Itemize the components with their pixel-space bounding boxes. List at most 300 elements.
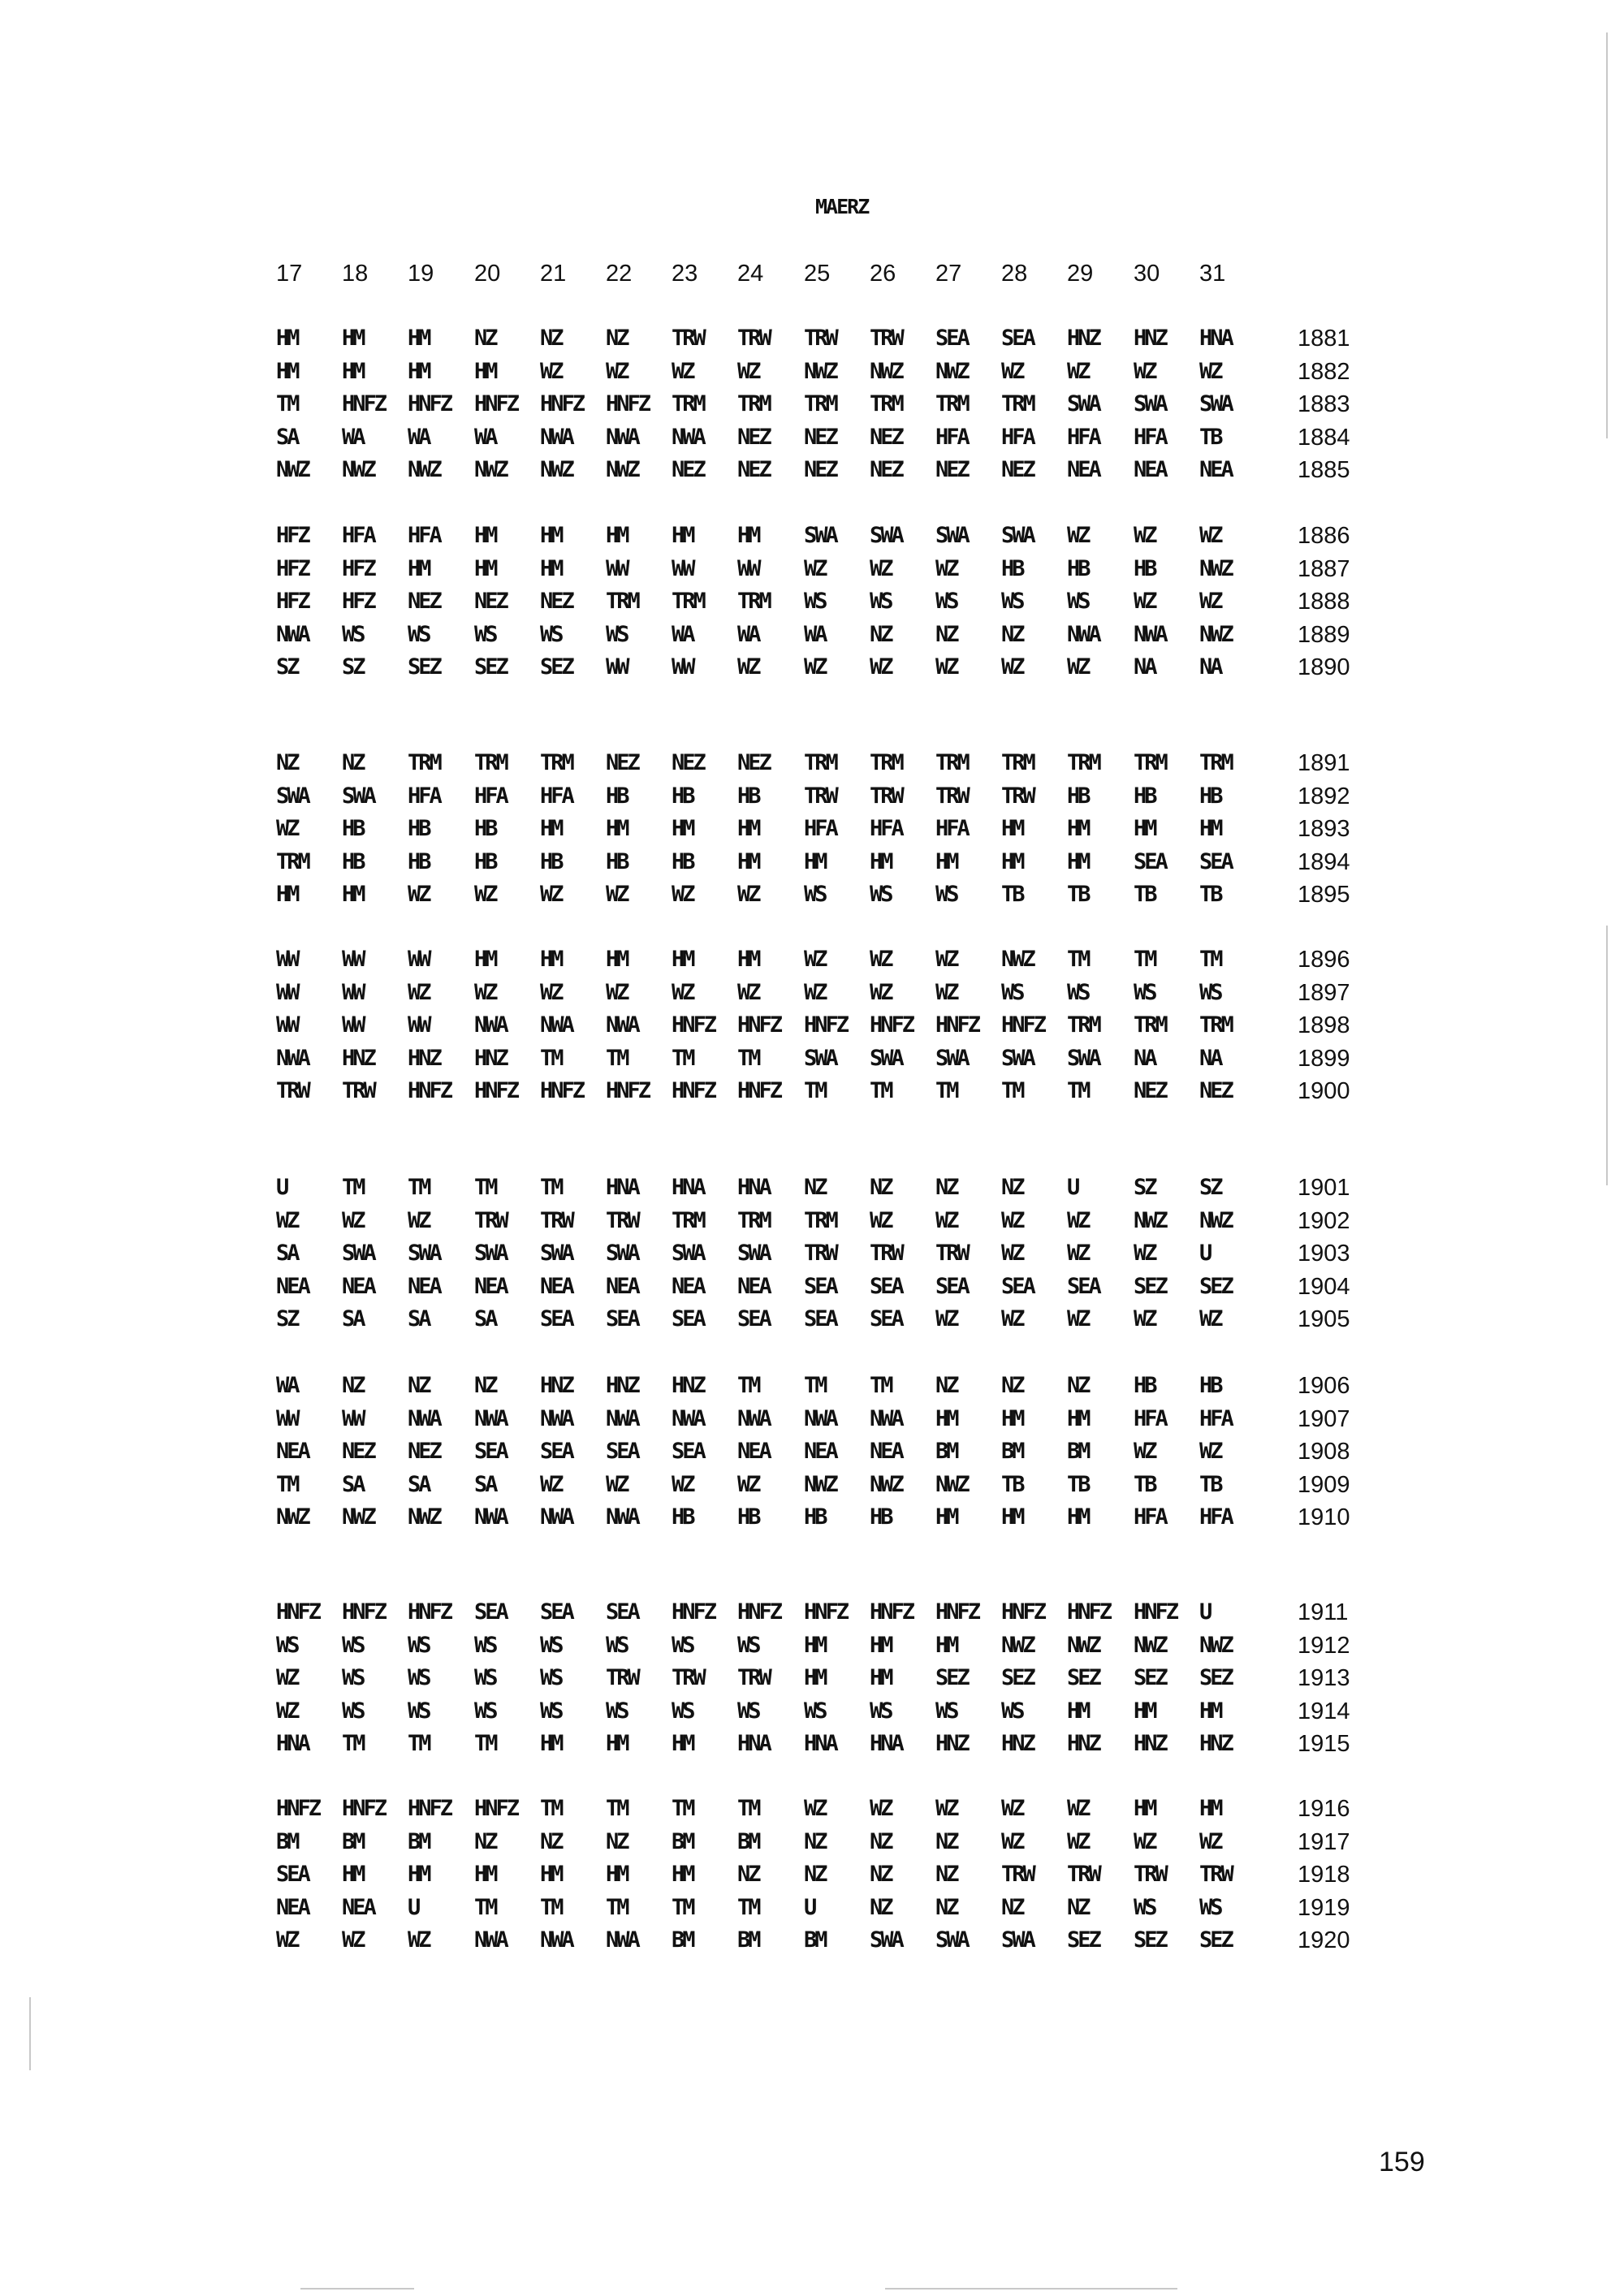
weather-code: SA xyxy=(474,1472,496,1497)
weather-code: SWA xyxy=(1199,391,1232,416)
weather-code: HFA xyxy=(474,783,507,809)
weather-code: SEA xyxy=(540,1306,572,1331)
weather-code: NEZ xyxy=(870,457,902,482)
weather-code: HM xyxy=(408,326,430,351)
weather-code: NZ xyxy=(737,1862,759,1887)
weather-code: WW xyxy=(342,1012,364,1038)
weather-code: HB xyxy=(1134,783,1155,809)
weather-code: NZ xyxy=(1001,1373,1023,1398)
weather-code: NEZ xyxy=(1134,1078,1166,1103)
weather-code: WZ xyxy=(342,1208,364,1233)
weather-code: TM xyxy=(1067,1078,1089,1103)
weather-code: TM xyxy=(1134,947,1155,972)
weather-code: WZ xyxy=(1001,1829,1023,1854)
weather-code: WS xyxy=(935,882,957,907)
weather-code: SEA xyxy=(540,1439,572,1464)
weather-code: WZ xyxy=(935,654,957,680)
weather-code: HM xyxy=(1067,1504,1089,1530)
weather-code: NWZ xyxy=(1134,1633,1166,1658)
weather-code: HB xyxy=(540,849,562,874)
weather-code: SEA xyxy=(1001,326,1034,351)
weather-code: TRW xyxy=(672,1665,704,1690)
weather-code: SEA xyxy=(935,1274,968,1299)
weather-code: NEZ xyxy=(606,750,638,775)
weather-code: WZ xyxy=(870,1208,892,1233)
weather-code: U xyxy=(1199,1599,1211,1625)
weather-code: BM xyxy=(1001,1439,1023,1464)
weather-code: HNA xyxy=(1199,326,1232,351)
weather-code: NZ xyxy=(1067,1895,1089,1920)
weather-code: HNZ xyxy=(1067,326,1099,351)
weather-code: TM xyxy=(408,1175,430,1200)
year-label: 1888 xyxy=(1298,589,1350,615)
weather-code: WS xyxy=(342,622,364,647)
year-row xyxy=(0,1372,1624,1405)
weather-code: NZ xyxy=(935,1895,957,1920)
weather-code: WS xyxy=(870,589,892,614)
weather-code: WZ xyxy=(1134,589,1155,614)
year-row xyxy=(0,522,1624,555)
weather-code: HM xyxy=(474,947,496,972)
weather-code: HB xyxy=(737,783,759,809)
weather-code: NZ xyxy=(540,1829,562,1854)
weather-code: SWA xyxy=(408,1241,440,1266)
weather-code: SEA xyxy=(540,1599,572,1625)
weather-code: TRM xyxy=(1134,750,1166,775)
weather-code: TRW xyxy=(474,1208,507,1233)
year-row xyxy=(0,1438,1624,1470)
weather-code: HFZ xyxy=(276,589,309,614)
weather-code: TRM xyxy=(935,750,968,775)
weather-code: HM xyxy=(276,882,298,907)
weather-code: TB xyxy=(1199,882,1221,907)
weather-code: NWZ xyxy=(1199,1208,1232,1233)
weather-code: NWA xyxy=(737,1406,770,1431)
weather-code: BM xyxy=(737,1829,759,1854)
weather-code: SWA xyxy=(672,1241,704,1266)
weather-code: WZ xyxy=(606,1472,628,1497)
weather-code: TRM xyxy=(606,589,638,614)
year-row xyxy=(0,424,1624,456)
weather-code: SEA xyxy=(1067,1274,1099,1299)
weather-code: HB xyxy=(606,849,628,874)
weather-code: NWA xyxy=(1067,622,1099,647)
year-row xyxy=(0,1861,1624,1893)
weather-code: WS xyxy=(737,1633,759,1658)
weather-code: TRW xyxy=(737,326,770,351)
weather-code: WS xyxy=(870,882,892,907)
weather-code: NWA xyxy=(540,425,572,450)
weather-code: WZ xyxy=(1199,1439,1221,1464)
weather-code: HFA xyxy=(540,783,572,809)
weather-code: HM xyxy=(1134,816,1155,841)
weather-code: TRW xyxy=(804,1241,836,1266)
weather-code: WW xyxy=(737,556,759,581)
weather-code: SZ xyxy=(342,654,364,680)
weather-code: NWA xyxy=(540,1012,572,1038)
weather-code: WA xyxy=(408,425,430,450)
weather-code: HM xyxy=(540,816,562,841)
weather-code: BM xyxy=(804,1927,826,1953)
weather-code: WZ xyxy=(276,1665,298,1690)
weather-code: WS xyxy=(540,1633,562,1658)
weather-code: NWA xyxy=(276,1046,309,1071)
weather-code: NEZ xyxy=(408,1439,440,1464)
weather-code: NZ xyxy=(870,1895,892,1920)
year-label: 1911 xyxy=(1298,1599,1349,1625)
weather-code: HM xyxy=(1199,1796,1221,1821)
year-label: 1905 xyxy=(1298,1306,1350,1332)
weather-code: HNA xyxy=(870,1731,902,1756)
weather-code: WZ xyxy=(870,654,892,680)
weather-code: NEA xyxy=(737,1439,770,1464)
day-header: 19 xyxy=(408,261,434,287)
weather-code: SWA xyxy=(1001,1046,1034,1071)
weather-code: SA xyxy=(342,1306,364,1331)
weather-code: WZ xyxy=(1001,1306,1023,1331)
weather-code: NWA xyxy=(474,1012,507,1038)
weather-code: TM xyxy=(737,1895,759,1920)
weather-code: HNFZ xyxy=(276,1599,320,1625)
weather-code: HM xyxy=(935,849,957,874)
weather-code: TRM xyxy=(1199,750,1232,775)
weather-code: NWA xyxy=(276,622,309,647)
weather-code: WW xyxy=(606,556,628,581)
weather-code: NWZ xyxy=(342,457,374,482)
weather-code: NEA xyxy=(408,1274,440,1299)
weather-code: NEA xyxy=(1067,457,1099,482)
weather-code: HFA xyxy=(1199,1504,1232,1530)
weather-code: SWA xyxy=(342,783,374,809)
weather-code: TRM xyxy=(672,391,704,416)
weather-code: SEA xyxy=(1199,849,1232,874)
weather-code: WZ xyxy=(606,359,628,384)
weather-code: WZ xyxy=(1199,523,1221,548)
weather-code: HNFZ xyxy=(672,1599,715,1625)
weather-code: SZ xyxy=(276,654,298,680)
weather-code: TRW xyxy=(606,1208,638,1233)
weather-code: WZ xyxy=(870,1796,892,1821)
weather-code: HFA xyxy=(935,425,968,450)
weather-code: HNZ xyxy=(935,1731,968,1756)
weather-code: TB xyxy=(1067,1472,1089,1497)
weather-code: NZ xyxy=(474,1829,496,1854)
weather-code: WZ xyxy=(935,980,957,1005)
weather-code: TM xyxy=(672,1895,693,1920)
weather-code: WZ xyxy=(1001,1208,1023,1233)
year-label: 1920 xyxy=(1298,1927,1350,1953)
year-label: 1893 xyxy=(1298,816,1350,842)
weather-code: TM xyxy=(1067,947,1089,972)
weather-code: HNFZ xyxy=(540,1078,584,1103)
weather-code: WZ xyxy=(540,980,562,1005)
weather-code: WZ xyxy=(737,980,759,1005)
weather-code: NZ xyxy=(804,1175,826,1200)
weather-code: WZ xyxy=(276,1698,298,1724)
weather-code: HB xyxy=(1134,556,1155,581)
weather-code: WZ xyxy=(1067,523,1089,548)
weather-code: NWA xyxy=(606,425,638,450)
weather-code: SEZ xyxy=(1134,1927,1166,1953)
weather-code: SA xyxy=(342,1472,364,1497)
weather-code: WS xyxy=(804,1698,826,1724)
weather-code: TRM xyxy=(804,391,836,416)
weather-code: NEZ xyxy=(474,589,507,614)
weather-code: NWZ xyxy=(804,359,836,384)
weather-code: SWA xyxy=(870,1927,902,1953)
weather-code: NEZ xyxy=(737,457,770,482)
weather-code: HM xyxy=(1067,816,1089,841)
weather-code: NWA xyxy=(606,1927,638,1953)
weather-code: SEZ xyxy=(1134,1665,1166,1690)
weather-code: WZ xyxy=(1134,1829,1155,1854)
weather-code: SEA xyxy=(276,1862,309,1887)
weather-code: HNFZ xyxy=(474,391,518,416)
year-row xyxy=(0,391,1624,423)
weather-code: BM xyxy=(935,1439,957,1464)
year-label: 1895 xyxy=(1298,882,1350,908)
weather-code: TB xyxy=(1199,425,1221,450)
weather-code: HNFZ xyxy=(737,1012,781,1038)
weather-code: TM xyxy=(540,1895,562,1920)
weather-code: WS xyxy=(1134,980,1155,1005)
weather-code: WS xyxy=(474,1698,496,1724)
weather-code: HNFZ xyxy=(737,1599,781,1625)
weather-code: HM xyxy=(1199,1698,1221,1724)
weather-code: HNFZ xyxy=(342,391,386,416)
year-label: 1887 xyxy=(1298,556,1350,582)
year-label: 1918 xyxy=(1298,1862,1350,1888)
weather-code: HM xyxy=(1001,1504,1023,1530)
weather-code: WS xyxy=(606,1633,628,1658)
weather-code: NEA xyxy=(540,1274,572,1299)
weather-code: U xyxy=(1199,1241,1211,1266)
weather-code: NWZ xyxy=(474,457,507,482)
weather-code: NWA xyxy=(474,1406,507,1431)
weather-code: NEZ xyxy=(737,425,770,450)
year-label: 1897 xyxy=(1298,980,1350,1006)
weather-code: TRM xyxy=(870,750,902,775)
weather-code: WZ xyxy=(1001,1241,1023,1266)
weather-code: SEA xyxy=(672,1439,704,1464)
year-row xyxy=(0,358,1624,391)
weather-code: HM xyxy=(1134,1796,1155,1821)
weather-code: WS xyxy=(408,1633,430,1658)
weather-code: WZ xyxy=(804,556,826,581)
page-number: 159 xyxy=(1379,2147,1425,2177)
weather-code: NEA xyxy=(1199,457,1232,482)
weather-code: WS xyxy=(672,1633,693,1658)
weather-code: HNFZ xyxy=(342,1796,386,1821)
weather-code: TM xyxy=(276,391,298,416)
weather-code: HFZ xyxy=(276,556,309,581)
weather-code: WZ xyxy=(804,980,826,1005)
weather-code: HM xyxy=(606,523,628,548)
weather-code: SA xyxy=(474,1306,496,1331)
weather-code: TRW xyxy=(870,783,902,809)
weather-code: TRW xyxy=(342,1078,374,1103)
weather-code: TRM xyxy=(540,750,572,775)
weather-code: HM xyxy=(474,1862,496,1887)
weather-code: HNFZ xyxy=(408,1078,451,1103)
weather-code: WS xyxy=(870,1698,892,1724)
weather-code: WZ xyxy=(276,1208,298,1233)
weather-code: HM xyxy=(342,1862,364,1887)
weather-code: HM xyxy=(606,947,628,972)
weather-code: WZ xyxy=(935,1208,957,1233)
year-label: 1906 xyxy=(1298,1373,1350,1399)
weather-code: WZ xyxy=(935,1796,957,1821)
weather-code: WS xyxy=(1134,1895,1155,1920)
weather-code: WW xyxy=(342,947,364,972)
weather-code: NWZ xyxy=(1001,947,1034,972)
weather-code: WS xyxy=(276,1633,298,1658)
weather-code: SWA xyxy=(1001,523,1034,548)
weather-code: WZ xyxy=(1134,359,1155,384)
weather-code: WZ xyxy=(737,654,759,680)
weather-code: SEZ xyxy=(1067,1665,1099,1690)
weather-code: HNA xyxy=(276,1731,309,1756)
weather-code: WA xyxy=(737,622,759,647)
weather-code: SWA xyxy=(870,523,902,548)
weather-code: NA xyxy=(1199,654,1221,680)
weather-code: NEA xyxy=(342,1274,374,1299)
weather-code: WW xyxy=(672,556,693,581)
year-label: 1883 xyxy=(1298,391,1350,417)
weather-code: NEA xyxy=(672,1274,704,1299)
weather-code: WZ xyxy=(672,1472,693,1497)
weather-code: SWA xyxy=(606,1241,638,1266)
weather-code: WS xyxy=(540,1665,562,1690)
year-label: 1913 xyxy=(1298,1665,1350,1691)
weather-code: WZ xyxy=(804,947,826,972)
year-row xyxy=(0,1730,1624,1763)
weather-code: TB xyxy=(1001,882,1023,907)
weather-code: HFA xyxy=(804,816,836,841)
weather-code: TM xyxy=(1199,947,1221,972)
weather-code: HM xyxy=(737,849,759,874)
year-row xyxy=(0,1828,1624,1861)
weather-code: TB xyxy=(1001,1472,1023,1497)
weather-code: HFA xyxy=(1134,1504,1166,1530)
weather-code: NWZ xyxy=(1001,1633,1034,1658)
weather-code: SWA xyxy=(935,523,968,548)
year-label: 1909 xyxy=(1298,1472,1350,1498)
year-label: 1915 xyxy=(1298,1731,1350,1757)
weather-code: WS xyxy=(606,622,628,647)
year-row xyxy=(0,1632,1624,1664)
scan-artifact-line xyxy=(300,2288,414,2290)
weather-code: NZ xyxy=(342,1373,364,1398)
weather-code: WS xyxy=(540,1698,562,1724)
weather-code: TM xyxy=(737,1373,759,1398)
weather-code: NEA xyxy=(606,1274,638,1299)
weather-code: HNZ xyxy=(1134,326,1166,351)
weather-code: HM xyxy=(870,849,892,874)
weather-code: NEZ xyxy=(804,457,836,482)
weather-code: HM xyxy=(737,523,759,548)
year-row xyxy=(0,1045,1624,1077)
weather-code: BM xyxy=(672,1927,693,1953)
weather-code: NZ xyxy=(276,750,298,775)
day-header: 26 xyxy=(870,261,896,287)
weather-code: HNA xyxy=(606,1175,638,1200)
weather-code: NWA xyxy=(672,1406,704,1431)
weather-code: WZ xyxy=(474,882,496,907)
weather-code: HM xyxy=(276,326,298,351)
weather-code: TM xyxy=(474,1731,496,1756)
weather-code: WZ xyxy=(935,947,957,972)
year-row xyxy=(0,1174,1624,1206)
weather-code: TRM xyxy=(804,750,836,775)
weather-code: WZ xyxy=(1067,1241,1089,1266)
weather-code: HNFZ xyxy=(1001,1012,1045,1038)
weather-code: HB xyxy=(804,1504,826,1530)
weather-code: NWZ xyxy=(935,359,968,384)
weather-code: HB xyxy=(1067,783,1089,809)
weather-code: TB xyxy=(1134,1472,1155,1497)
weather-code: HM xyxy=(672,816,693,841)
weather-code: TM xyxy=(276,1472,298,1497)
weather-code: NZ xyxy=(1001,1895,1023,1920)
weather-code: HM xyxy=(276,359,298,384)
weather-code: TM xyxy=(804,1373,826,1398)
weather-code: NWA xyxy=(606,1504,638,1530)
year-row xyxy=(0,325,1624,357)
year-row xyxy=(0,881,1624,913)
year-row xyxy=(0,588,1624,620)
weather-code: NWZ xyxy=(1067,1633,1099,1658)
weather-code: TRM xyxy=(474,750,507,775)
weather-code: HB xyxy=(672,783,693,809)
weather-code: HNZ xyxy=(1001,1731,1034,1756)
weather-code: WS xyxy=(474,1665,496,1690)
weather-code: HNZ xyxy=(342,1046,374,1071)
weather-code: WS xyxy=(1001,980,1023,1005)
weather-code: WW xyxy=(342,980,364,1005)
weather-code: NEA xyxy=(804,1439,836,1464)
year-row xyxy=(0,979,1624,1012)
weather-code: HNZ xyxy=(1134,1731,1166,1756)
weather-code: SEA xyxy=(606,1306,638,1331)
weather-code: SA xyxy=(276,425,298,450)
weather-code: WZ xyxy=(1067,654,1089,680)
weather-code: TRM xyxy=(737,1208,770,1233)
weather-code: HB xyxy=(408,816,430,841)
weather-code: HNFZ xyxy=(408,1599,451,1625)
year-label: 1890 xyxy=(1298,654,1350,680)
weather-code: HM xyxy=(1067,1698,1089,1724)
weather-code: WW xyxy=(342,1406,364,1431)
weather-code: BM xyxy=(1067,1439,1089,1464)
weather-code: HNFZ xyxy=(540,391,584,416)
weather-code: TM xyxy=(540,1175,562,1200)
weather-code: NWA xyxy=(474,1927,507,1953)
weather-code: SEA xyxy=(606,1599,638,1625)
weather-code: TM xyxy=(606,1046,628,1071)
weather-code: SEZ xyxy=(1001,1665,1034,1690)
weather-code: HNZ xyxy=(1199,1731,1232,1756)
day-header: 29 xyxy=(1067,261,1094,287)
weather-code: U xyxy=(276,1175,287,1200)
weather-code: TRM xyxy=(408,750,440,775)
weather-code: TRM xyxy=(1134,1012,1166,1038)
weather-code: NEA xyxy=(342,1895,374,1920)
weather-code: NZ xyxy=(935,1373,957,1398)
weather-code: U xyxy=(408,1895,419,1920)
weather-code: NWA xyxy=(540,1504,572,1530)
weather-code: TM xyxy=(1001,1078,1023,1103)
